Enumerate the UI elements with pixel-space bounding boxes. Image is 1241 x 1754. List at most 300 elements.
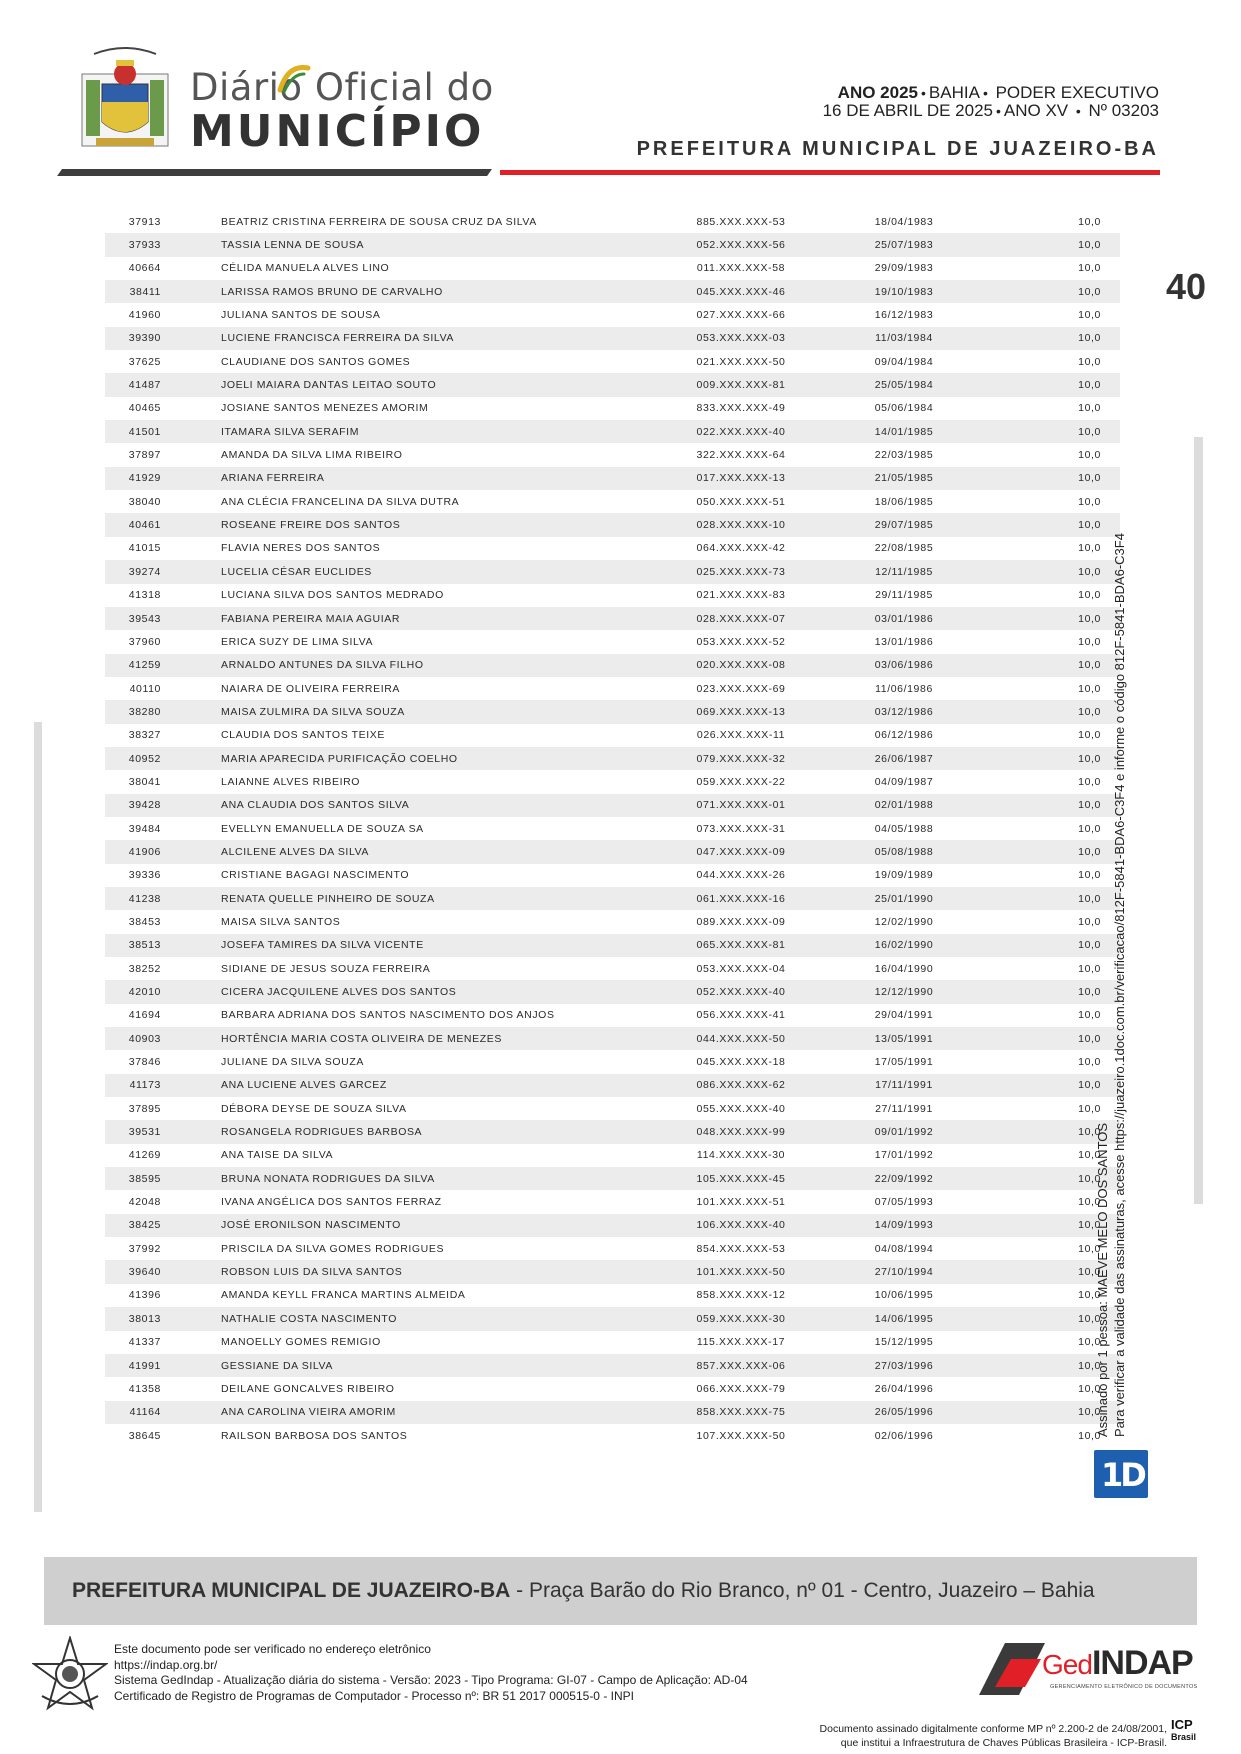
table-row	[105, 607, 1120, 630]
candidate-birthdate: 09/04/1984	[874, 355, 934, 368]
table-row	[105, 1214, 1120, 1237]
candidate-score: 10,0	[1078, 915, 1101, 928]
table-row	[105, 910, 1120, 933]
table-row	[105, 794, 1120, 817]
candidate-name: JOSEFA TAMIRES DA SILVA VICENTE	[221, 939, 424, 952]
candidate-name: JULIANE DA SILVA SOUZA	[221, 1056, 364, 1069]
candidate-cpf: 066.XXX.XXX-79	[696, 1382, 786, 1395]
candidate-score: 10,0	[1078, 799, 1101, 812]
table-row	[105, 1004, 1120, 1027]
candidate-cpf: 107.XXX.XXX-50	[696, 1429, 786, 1442]
candidate-score: 10,0	[1078, 239, 1101, 252]
candidate-id: 41694	[128, 1009, 161, 1022]
decorative-bar-left	[34, 722, 42, 1512]
candidate-birthdate: 25/01/1990	[874, 892, 934, 905]
candidate-cpf: 079.XXX.XXX-32	[696, 752, 786, 765]
edition-volume: ANO XV	[1003, 101, 1069, 120]
table-row	[105, 1354, 1120, 1377]
table-row	[105, 770, 1120, 793]
candidate-score: 10,0	[1078, 659, 1101, 672]
candidate-cpf: 044.XXX.XXX-26	[696, 869, 786, 882]
candidate-birthdate: 25/07/1983	[874, 239, 934, 252]
candidate-name: MARIA APARECIDA PURIFICAÇÃO COELHO	[221, 752, 458, 765]
table-row	[105, 420, 1120, 443]
table-row	[105, 864, 1120, 887]
candidate-id: 41337	[128, 1336, 161, 1349]
candidate-cpf: 053.XXX.XXX-04	[696, 962, 786, 975]
candidate-name: FLAVIA NERES DOS SANTOS	[221, 542, 381, 555]
municipal-crest-logo	[76, 44, 174, 156]
candidate-score: 10,0	[1078, 1266, 1101, 1279]
candidate-id: 40465	[128, 402, 161, 415]
candidate-id: 41487	[128, 379, 161, 392]
table-row	[105, 1377, 1120, 1400]
candidate-id: 37933	[128, 239, 161, 252]
candidate-id: 39274	[128, 565, 161, 578]
table-row	[105, 817, 1120, 840]
candidate-birthdate: 07/05/1993	[874, 1196, 934, 1209]
candidate-name: ARNALDO ANTUNES DA SILVA FILHO	[221, 659, 424, 672]
candidate-id: 37960	[128, 635, 161, 648]
header-prefeitura: PREFEITURA MUNICIPAL DE JUAZEIRO-BA	[636, 138, 1159, 160]
candidate-cpf: 022.XXX.XXX-40	[696, 425, 786, 438]
candidate-birthdate: 14/09/1993	[874, 1219, 934, 1232]
candidate-birthdate: 13/05/1991	[874, 1032, 934, 1045]
table-row	[105, 303, 1120, 326]
candidate-id: 38595	[128, 1172, 161, 1185]
candidate-birthdate: 29/07/1985	[874, 519, 934, 532]
candidate-score: 10,0	[1078, 332, 1101, 345]
candidate-cpf: 027.XXX.XXX-66	[696, 309, 786, 322]
candidate-birthdate: 29/04/1991	[874, 1009, 934, 1022]
candidate-name: LUCIANA SILVA DOS SANTOS MEDRADO	[221, 589, 444, 602]
candidate-id: 39531	[128, 1126, 161, 1139]
candidate-birthdate: 14/06/1995	[874, 1312, 934, 1325]
verify-line1: Este documento pode ser verificado no endereço eletrônico	[114, 1642, 431, 1656]
candidate-birthdate: 16/04/1990	[874, 962, 934, 975]
candidate-name: RENATA QUELLE PINHEIRO DE SOUZA	[221, 892, 435, 905]
candidate-id: 41238	[128, 892, 161, 905]
candidate-id: 41396	[128, 1289, 161, 1302]
candidate-name: NATHALIE COSTA NASCIMENTO	[221, 1312, 398, 1325]
candidate-cpf: 885.XXX.XXX-53	[696, 215, 786, 228]
table-row	[105, 490, 1120, 513]
candidate-cpf: 061.XXX.XXX-16	[696, 892, 786, 905]
candidate-id: 38041	[128, 775, 161, 788]
candidate-birthdate: 22/09/1992	[874, 1172, 934, 1185]
candidate-score: 10,0	[1078, 472, 1101, 485]
candidate-id: 40952	[128, 752, 161, 765]
candidate-score: 10,0	[1078, 962, 1101, 975]
candidate-id: 41269	[128, 1149, 161, 1162]
signature-line1: Assinado por 1 pessoa: MAEVE MELO DOS SANTOS	[1095, 1122, 1110, 1437]
candidate-id: 37625	[128, 355, 161, 368]
candidate-name: JOSÉ ERONILSON NASCIMENTO	[221, 1219, 401, 1232]
candidate-cpf: 045.XXX.XXX-18	[696, 1056, 786, 1069]
candidate-cpf: 854.XXX.XXX-53	[696, 1242, 786, 1255]
candidate-cpf: 089.XXX.XXX-09	[696, 915, 786, 928]
candidate-cpf: 056.XXX.XXX-41	[696, 1009, 786, 1022]
candidate-score: 10,0	[1078, 845, 1101, 858]
gedindap-logo-text	[1042, 1644, 1193, 1683]
candidate-name: EVELLYN EMANUELLA DE SOUZA SA	[221, 822, 424, 835]
1doc-logo-text: 1D	[1101, 1456, 1144, 1494]
candidate-cpf: 064.XXX.XXX-42	[696, 542, 786, 555]
candidate-name: MANOELLY GOMES REMIGIO	[221, 1336, 381, 1349]
table-row	[105, 443, 1120, 466]
candidate-cpf: 028.XXX.XXX-10	[696, 519, 786, 532]
candidate-name: ANA CAROLINA VIEIRA AMORIM	[221, 1406, 396, 1419]
candidate-birthdate: 21/05/1985	[874, 472, 934, 485]
candidate-birthdate: 03/01/1986	[874, 612, 934, 625]
candidate-cpf: 105.XXX.XXX-45	[696, 1172, 786, 1185]
candidate-cpf: 053.XXX.XXX-03	[696, 332, 786, 345]
legal-notice	[820, 1722, 1167, 1750]
candidate-id: 38327	[128, 729, 161, 742]
candidate-name: HORTÊNCIA MARIA COSTA OLIVEIRA DE MENEZES	[221, 1032, 502, 1045]
candidate-cpf: 055.XXX.XXX-40	[696, 1102, 786, 1115]
candidate-cpf: 047.XXX.XXX-09	[696, 845, 786, 858]
gedindap-prefix: Ged	[1042, 1649, 1092, 1680]
verify-line4: Certificado de Registro de Programas de Computador - Processo nº: BR 51 2017 000515-0 - INPI	[114, 1688, 634, 1703]
candidate-name: NAIARA DE OLIVEIRA FERREIRA	[221, 682, 400, 695]
candidate-score: 10,0	[1078, 822, 1101, 835]
candidate-birthdate: 06/12/1986	[874, 729, 934, 742]
candidate-birthdate: 05/08/1988	[874, 845, 934, 858]
gedindap-subtitle: GERENCIAMENTO ELETRÔNICO DE DOCUMENTOS	[1050, 1684, 1198, 1690]
candidate-score: 10,0	[1078, 775, 1101, 788]
candidate-birthdate: 02/01/1988	[874, 799, 934, 812]
candidate-id: 38645	[128, 1429, 161, 1442]
candidate-score: 10,0	[1078, 612, 1101, 625]
candidate-id: 41318	[128, 589, 161, 602]
verify-link[interactable]: https://indap.org.br/	[114, 1657, 218, 1672]
table-row	[105, 467, 1120, 490]
table-row	[105, 1097, 1120, 1120]
candidate-score: 10,0	[1078, 519, 1101, 532]
candidate-birthdate: 04/08/1994	[874, 1242, 934, 1255]
candidate-cpf: 857.XXX.XXX-06	[696, 1359, 786, 1372]
candidate-name: AMANDA KEYLL FRANCA MARTINS ALMEIDA	[221, 1289, 466, 1302]
candidate-cpf: 053.XXX.XXX-52	[696, 635, 786, 648]
candidate-score: 10,0	[1078, 986, 1101, 999]
candidate-name: BRUNA NONATA RODRIGUES DA SILVA	[221, 1172, 435, 1185]
candidate-cpf: 017.XXX.XXX-13	[696, 472, 786, 485]
candidate-cpf: 021.XXX.XXX-50	[696, 355, 786, 368]
candidate-birthdate: 26/05/1996	[874, 1406, 934, 1419]
candidate-birthdate: 25/05/1984	[874, 379, 934, 392]
candidate-score: 10,0	[1078, 285, 1101, 298]
candidate-cpf: 071.XXX.XXX-01	[696, 799, 786, 812]
candidate-name: LUCELIA CÉSAR EUCLIDES	[221, 565, 372, 578]
candidate-birthdate: 04/05/1988	[874, 822, 934, 835]
candidate-name: LARISSA RAMOS BRUNO DE CARVALHO	[221, 285, 443, 298]
candidate-score: 10,0	[1078, 729, 1101, 742]
1doc-logo	[1094, 1450, 1148, 1498]
candidate-cpf: 048.XXX.XXX-99	[696, 1126, 786, 1139]
candidate-score: 10,0	[1078, 402, 1101, 415]
candidate-birthdate: 12/02/1990	[874, 915, 934, 928]
candidate-score: 10,0	[1078, 379, 1101, 392]
decorative-bar-right	[1194, 437, 1203, 1204]
table-row	[105, 980, 1120, 1003]
table-row	[105, 1074, 1120, 1097]
candidate-name: TASSIA LENNA DE SOUSA	[221, 239, 365, 252]
candidate-score: 10,0	[1078, 1382, 1101, 1395]
candidate-score: 10,0	[1078, 1126, 1101, 1139]
table-row	[105, 1167, 1120, 1190]
candidate-score: 10,0	[1078, 1242, 1101, 1255]
candidate-birthdate: 12/12/1990	[874, 986, 934, 999]
table-row	[105, 700, 1120, 723]
candidate-birthdate: 27/03/1996	[874, 1359, 934, 1372]
candidate-cpf: 059.XXX.XXX-22	[696, 775, 786, 788]
candidate-name: BEATRIZ CRISTINA FERREIRA DE SOUSA CRUZ DA SILVA	[221, 215, 537, 228]
candidate-id: 39428	[128, 799, 161, 812]
candidate-birthdate: 03/12/1986	[874, 705, 934, 718]
edition-number: Nº 03203	[1088, 101, 1159, 120]
candidate-birthdate: 14/01/1985	[874, 425, 934, 438]
candidate-id: 41259	[128, 659, 161, 672]
candidate-id: 40903	[128, 1032, 161, 1045]
gedindap-name: INDAP	[1091, 1644, 1193, 1682]
edition-state: BAHIA	[928, 83, 980, 102]
candidate-cpf: 059.XXX.XXX-30	[696, 1312, 786, 1325]
signature-line2: Para verificar a validade das assinaturas, acesse https://juazeiro.1doc.com.br/verificacao/812F-5841-BDA6-C3F4 e informe o código 812F-5841-BDA6-C3F4	[1112, 533, 1127, 1437]
table-row	[105, 887, 1120, 910]
candidate-id: 41164	[129, 1406, 161, 1419]
results-table	[105, 210, 1120, 1447]
candidate-score: 10,0	[1078, 705, 1101, 718]
candidate-name: DEILANE GONCALVES RIBEIRO	[221, 1382, 395, 1395]
candidate-cpf: 052.XXX.XXX-40	[696, 986, 786, 999]
candidate-birthdate: 12/11/1985	[875, 565, 933, 578]
candidate-score: 10,0	[1078, 1032, 1101, 1045]
edition-year: ANO 2025	[837, 83, 918, 102]
table-row	[105, 537, 1120, 560]
candidate-score: 10,0	[1078, 1196, 1101, 1209]
candidate-score: 10,0	[1078, 262, 1101, 275]
table-row	[105, 327, 1120, 350]
verification-info	[114, 1642, 748, 1704]
candidate-name: SIDIANE DE JESUS SOUZA FERREIRA	[221, 962, 431, 975]
candidate-birthdate: 15/12/1995	[874, 1336, 934, 1349]
page-number: 40	[1166, 266, 1207, 307]
candidate-id: 41991	[128, 1359, 161, 1372]
candidate-birthdate: 05/06/1984	[874, 402, 934, 415]
candidate-name: JOSIANE SANTOS MENEZES AMORIM	[221, 402, 429, 415]
candidate-id: 41015	[128, 542, 161, 555]
icp-line2: Brasil	[1171, 1732, 1197, 1742]
candidate-id: 40461	[128, 519, 161, 532]
legal-line2: que institui a Infraestrutura de Chaves Públicas Brasileira - ICP-Brasil.	[840, 1737, 1167, 1749]
candidate-score: 10,0	[1078, 1102, 1101, 1115]
candidate-score: 10,0	[1078, 892, 1101, 905]
table-row	[105, 257, 1120, 280]
candidate-score: 10,0	[1078, 309, 1101, 322]
candidate-score: 10,0	[1078, 495, 1101, 508]
candidate-name: BARBARA ADRIANA DOS SANTOS NASCIMENTO DOS ANJOS	[221, 1009, 555, 1022]
candidate-cpf: 114.XXX.XXX-30	[696, 1149, 786, 1162]
candidate-cpf: 065.XXX.XXX-81	[696, 939, 786, 952]
table-row	[105, 1144, 1120, 1167]
candidate-id: 39336	[128, 869, 161, 882]
candidate-cpf: 106.XXX.XXX-40	[696, 1219, 786, 1232]
candidate-birthdate: 11/03/1984	[875, 332, 933, 345]
candidate-id: 39484	[128, 822, 161, 835]
candidate-id: 39640	[128, 1266, 161, 1279]
candidate-name: CICERA JACQUILENE ALVES DOS SANTOS	[221, 986, 457, 999]
table-row	[105, 677, 1120, 700]
candidate-cpf: 028.XXX.XXX-07	[696, 612, 786, 625]
candidate-birthdate: 18/06/1985	[874, 495, 934, 508]
candidate-id: 37897	[128, 449, 161, 462]
candidate-cpf: 020.XXX.XXX-08	[696, 659, 786, 672]
table-row	[105, 1424, 1120, 1447]
candidate-cpf: 045.XXX.XXX-46	[696, 285, 786, 298]
candidate-birthdate: 29/09/1983	[874, 262, 934, 275]
candidate-score: 10,0	[1078, 752, 1101, 765]
candidate-score: 10,0	[1078, 355, 1101, 368]
candidate-id: 41501	[128, 425, 161, 438]
candidate-score: 10,0	[1078, 1009, 1101, 1022]
brand-title-line2: MUNICÍPIO	[190, 106, 485, 157]
candidate-id: 39543	[128, 612, 161, 625]
candidate-id: 41960	[128, 309, 161, 322]
candidate-cpf: 050.XXX.XXX-51	[696, 495, 786, 508]
candidate-name: ROSANGELA RODRIGUES BARBOSA	[221, 1126, 423, 1139]
candidate-name: CLAUDIANE DOS SANTOS GOMES	[221, 355, 411, 368]
candidate-name: AMANDA DA SILVA LIMA RIBEIRO	[221, 449, 403, 462]
candidate-id: 37846	[128, 1056, 161, 1069]
candidate-score: 10,0	[1078, 1219, 1101, 1232]
candidate-id: 41173	[129, 1079, 161, 1092]
candidate-score: 10,0	[1078, 425, 1101, 438]
candidate-id: 38513	[128, 939, 161, 952]
candidate-name: PRISCILA DA SILVA GOMES RODRIGUES	[221, 1242, 445, 1255]
candidate-id: 38040	[128, 495, 161, 508]
table-row	[105, 1027, 1120, 1050]
candidate-name: ROBSON LUIS DA SILVA SANTOS	[221, 1266, 403, 1279]
table-row	[105, 280, 1120, 303]
footer-prefeitura: PREFEITURA MUNICIPAL DE JUAZEIRO-BA	[72, 1579, 511, 1602]
candidate-name: GESSIANE DA SILVA	[221, 1359, 333, 1372]
table-row	[105, 724, 1120, 747]
brand-title-line1: Diário Oficial do	[190, 66, 494, 109]
candidate-cpf: 115.XXX.XXX-17	[696, 1336, 786, 1349]
candidate-birthdate: 02/06/1996	[874, 1429, 934, 1442]
candidate-cpf: 025.XXX.XXX-73	[696, 565, 786, 578]
table-row	[105, 1120, 1120, 1143]
candidate-name: IVANA ANGÉLICA DOS SANTOS FERRAZ	[221, 1196, 442, 1209]
table-row	[105, 560, 1120, 583]
footer-address	[72, 1579, 1095, 1603]
candidate-id: 37992	[128, 1242, 161, 1255]
candidate-cpf: 858.XXX.XXX-12	[696, 1289, 786, 1302]
candidate-name: ANA CLAUDIA DOS SANTOS SILVA	[221, 799, 410, 812]
brand-swoosh-icon	[274, 60, 314, 100]
candidate-birthdate: 17/11/1991	[875, 1079, 933, 1092]
legal-line1: Documento assinado digitalmente conforme MP nº 2.200-2 de 24/08/2001,	[819, 1723, 1167, 1735]
edition-date: 16 DE ABRIL DE 2025	[822, 101, 993, 120]
candidate-name: ITAMARA SILVA SERAFIM	[221, 425, 360, 438]
candidate-id: 38013	[128, 1312, 161, 1325]
candidate-name: ERICA SUZY DE LIMA SILVA	[221, 635, 374, 648]
candidate-score: 10,0	[1078, 215, 1101, 228]
table-row	[105, 840, 1120, 863]
table-row	[105, 630, 1120, 653]
candidate-birthdate: 22/03/1985	[874, 449, 934, 462]
candidate-name: JULIANA SANTOS DE SOUSA	[221, 309, 381, 322]
candidate-score: 10,0	[1078, 589, 1101, 602]
candidate-id: 40110	[129, 682, 161, 695]
table-row	[105, 397, 1120, 420]
candidate-score: 10,0	[1078, 1406, 1101, 1419]
candidate-score: 10,0	[1078, 542, 1101, 555]
candidate-name: LUCIENE FRANCISCA FERREIRA DA SILVA	[221, 332, 454, 345]
brazil-coat-of-arms-icon	[32, 1636, 108, 1712]
candidate-score: 10,0	[1078, 869, 1101, 882]
candidate-id: 37895	[128, 1102, 161, 1115]
candidate-name: CÉLIDA MANUELA ALVES LINO	[221, 262, 390, 275]
candidate-score: 10,0	[1078, 1336, 1101, 1349]
candidate-name: CLAUDIA DOS SANTOS TEIXE	[221, 729, 385, 742]
table-row	[105, 957, 1120, 980]
icp-brasil-logo	[1171, 1719, 1196, 1743]
candidate-birthdate: 19/10/1983	[874, 285, 934, 298]
table-row	[105, 1307, 1120, 1330]
candidate-cpf: 023.XXX.XXX-69	[696, 682, 786, 695]
candidate-birthdate: 04/09/1987	[874, 775, 934, 788]
table-row	[105, 233, 1120, 256]
candidate-score: 10,0	[1078, 1172, 1101, 1185]
table-row	[105, 513, 1120, 536]
table-row	[105, 1401, 1120, 1424]
table-row	[105, 747, 1120, 770]
icp-line1: ICP	[1171, 1717, 1193, 1732]
candidate-name: ROSEANE FREIRE DOS SANTOS	[221, 519, 401, 532]
candidate-id: 42048	[128, 1196, 161, 1209]
verify-line3: Sistema GedIndap - Atualização diária do sistema - Versão: 2023 - Tipo Programa: GI-07 - Campo de Aplicação: AD-04	[114, 1673, 748, 1687]
table-row	[105, 1190, 1120, 1213]
candidate-name: DÉBORA DEYSE DE SOUZA SILVA	[221, 1102, 407, 1115]
candidate-birthdate: 22/08/1985	[874, 542, 934, 555]
candidate-id: 39390	[128, 332, 161, 345]
candidate-birthdate: 27/10/1994	[874, 1266, 934, 1279]
candidate-id: 41906	[128, 845, 161, 858]
table-row	[105, 1260, 1120, 1283]
candidate-birthdate: 26/06/1987	[874, 752, 934, 765]
table-row	[105, 1331, 1120, 1354]
candidate-id: 38453	[128, 915, 161, 928]
candidate-id: 38425	[128, 1219, 161, 1232]
candidate-birthdate: 27/11/1991	[875, 1102, 933, 1115]
candidate-name: RAILSON BARBOSA DOS SANTOS	[221, 1429, 408, 1442]
table-row	[105, 373, 1120, 396]
candidate-birthdate: 09/01/1992	[874, 1126, 934, 1139]
candidate-name: ANA LUCIENE ALVES GARCEZ	[221, 1079, 387, 1092]
candidate-cpf: 858.XXX.XXX-75	[696, 1406, 786, 1419]
footer-address-rest: - Praça Barão do Rio Branco, nº 01 - Centro, Juazeiro – Bahia	[510, 1579, 1095, 1602]
edition-branch: PODER EXECUTIVO	[995, 83, 1159, 102]
candidate-score: 10,0	[1078, 682, 1101, 695]
candidate-birthdate: 11/06/1986	[875, 682, 933, 695]
candidate-id: 41929	[128, 472, 161, 485]
table-row	[105, 584, 1120, 607]
candidate-cpf: 101.XXX.XXX-50	[696, 1266, 786, 1279]
candidate-birthdate: 17/01/1992	[874, 1149, 934, 1162]
candidate-name: ARIANA FERREIRA	[221, 472, 325, 485]
